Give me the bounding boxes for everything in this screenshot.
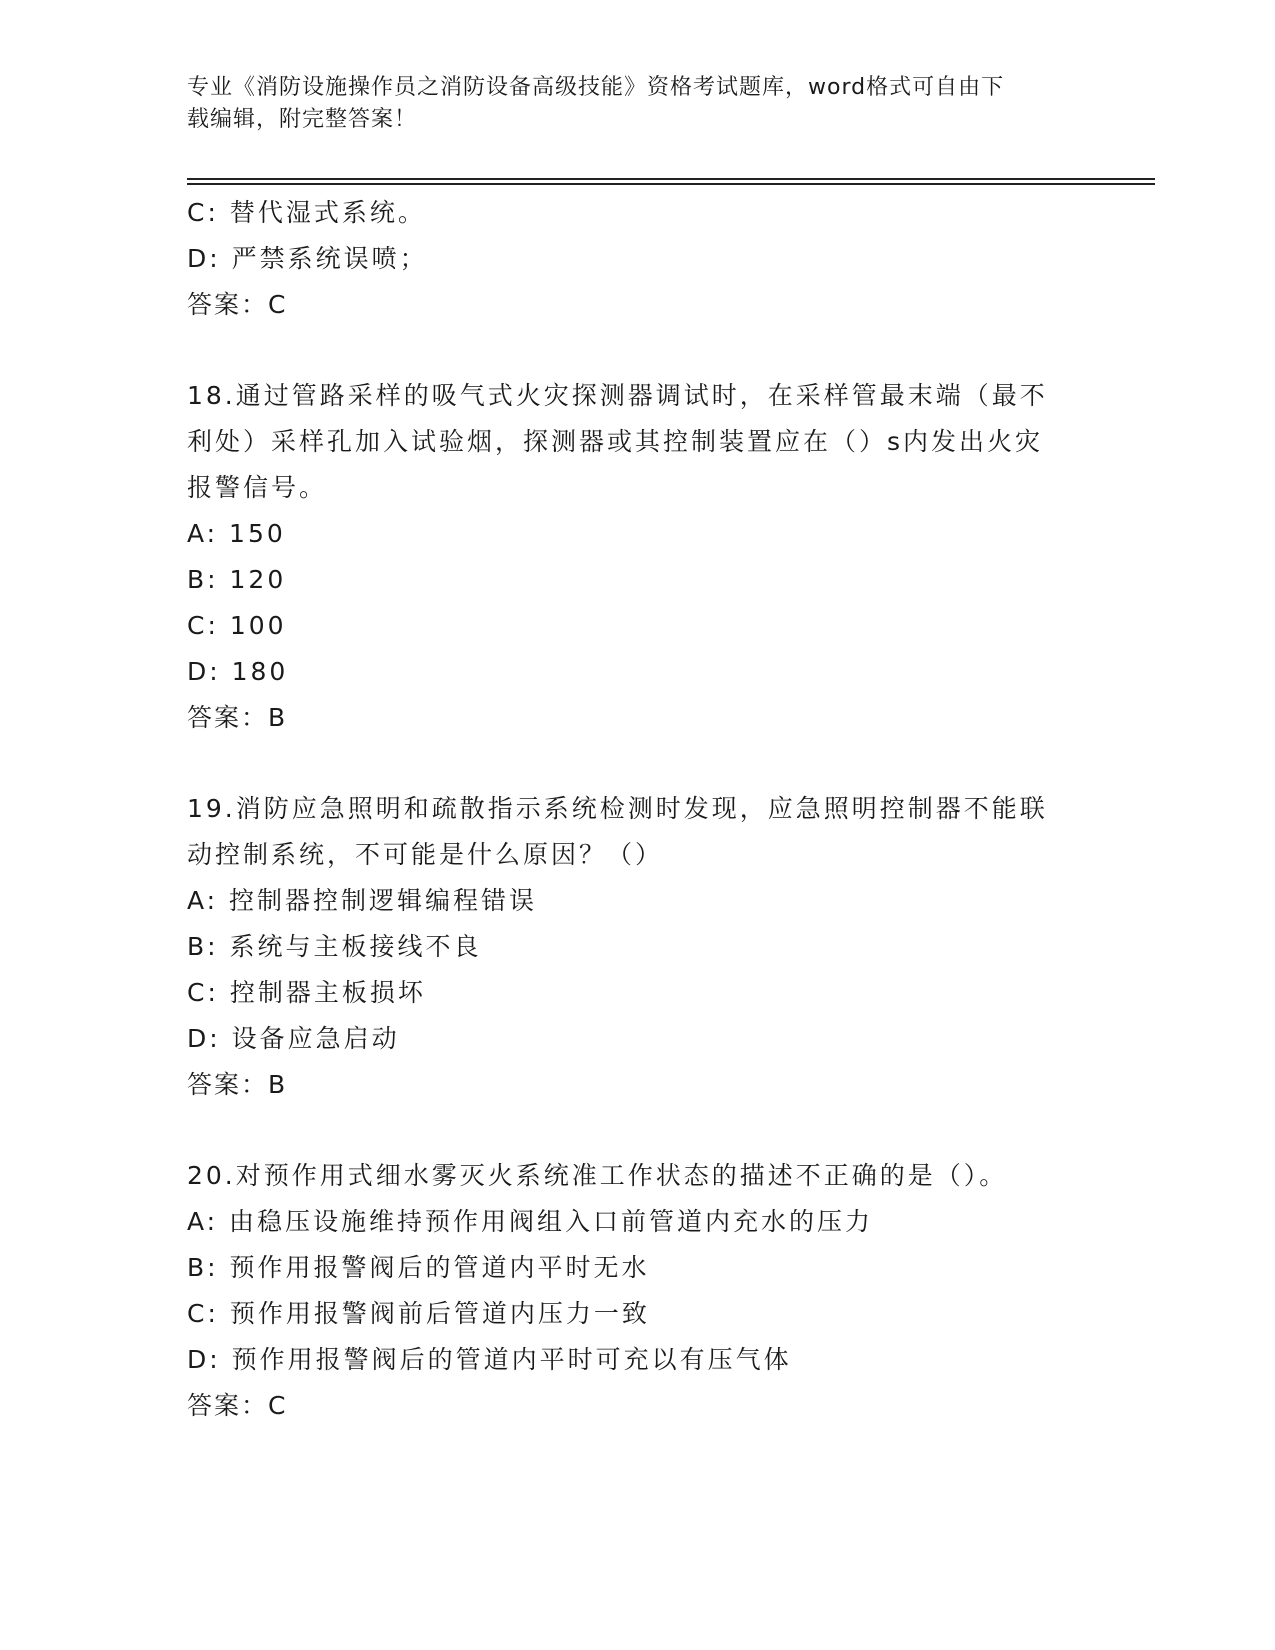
option-a: A: 控制器控制逻辑编程错误	[187, 886, 538, 915]
option-a: A: 由稳压设施维持预作用阀组入口前管道内充水的压力	[187, 1207, 874, 1236]
header-divider-bottom	[187, 183, 1155, 185]
option-b: B: 预作用报警阀后的管道内平时无水	[187, 1253, 650, 1282]
option-d: D: 设备应急启动	[187, 1024, 400, 1053]
stem-line: 19.消防应急照明和疏散指示系统检测时发现，应急照明控制器不能联	[187, 794, 1048, 823]
question-content	[187, 190, 1087, 1429]
question-stem	[187, 786, 1087, 878]
option-b: B: 系统与主板接线不良	[187, 932, 482, 961]
document-header	[187, 72, 1087, 136]
question-19	[187, 786, 1087, 1108]
stem-line: 利处）采样孔加入试验烟，探测器或其控制装置应在（）s内发出火灾	[187, 427, 1044, 456]
option-c: C: 100	[187, 611, 287, 640]
stem-line: 动控制系统，不可能是什么原因？（）	[187, 840, 664, 869]
header-line-1: 专业《消防设施操作员之消防设备高级技能》资格考试题库，word格式可自由下	[187, 75, 1005, 100]
question-stem	[187, 373, 1087, 511]
option-d: D: 180	[187, 657, 289, 686]
question-20	[187, 1153, 1087, 1429]
option-c: C: 替代湿式系统。	[187, 198, 426, 227]
answer-line: 答案：C	[187, 290, 288, 319]
answer-line: 答案：B	[187, 1070, 288, 1099]
answer-line: 答案：C	[187, 1391, 288, 1420]
stem-line: 18.通过管路采样的吸气式火灾探测器调试时，在采样管最末端（最不	[187, 381, 1048, 410]
option-c: C: 预作用报警阀前后管道内压力一致	[187, 1299, 650, 1328]
header-divider-top	[187, 178, 1155, 180]
option-b: B: 120	[187, 565, 287, 594]
question-17-continued	[187, 190, 1087, 328]
header-line-2: 载编辑，附完整答案！	[187, 107, 418, 132]
stem-line: 20.对预作用式细水雾灭火系统准工作状态的描述不正确的是（）。	[187, 1161, 1008, 1190]
option-d: D: 预作用报警阀后的管道内平时可充以有压气体	[187, 1345, 792, 1374]
stem-line: 报警信号。	[187, 473, 328, 502]
option-c: C: 控制器主板损坏	[187, 978, 426, 1007]
option-a: A: 150	[187, 519, 286, 548]
option-d: D: 严禁系统误喷；	[187, 244, 428, 273]
question-stem	[187, 1153, 1087, 1199]
question-18	[187, 373, 1087, 741]
answer-line: 答案：B	[187, 703, 288, 732]
